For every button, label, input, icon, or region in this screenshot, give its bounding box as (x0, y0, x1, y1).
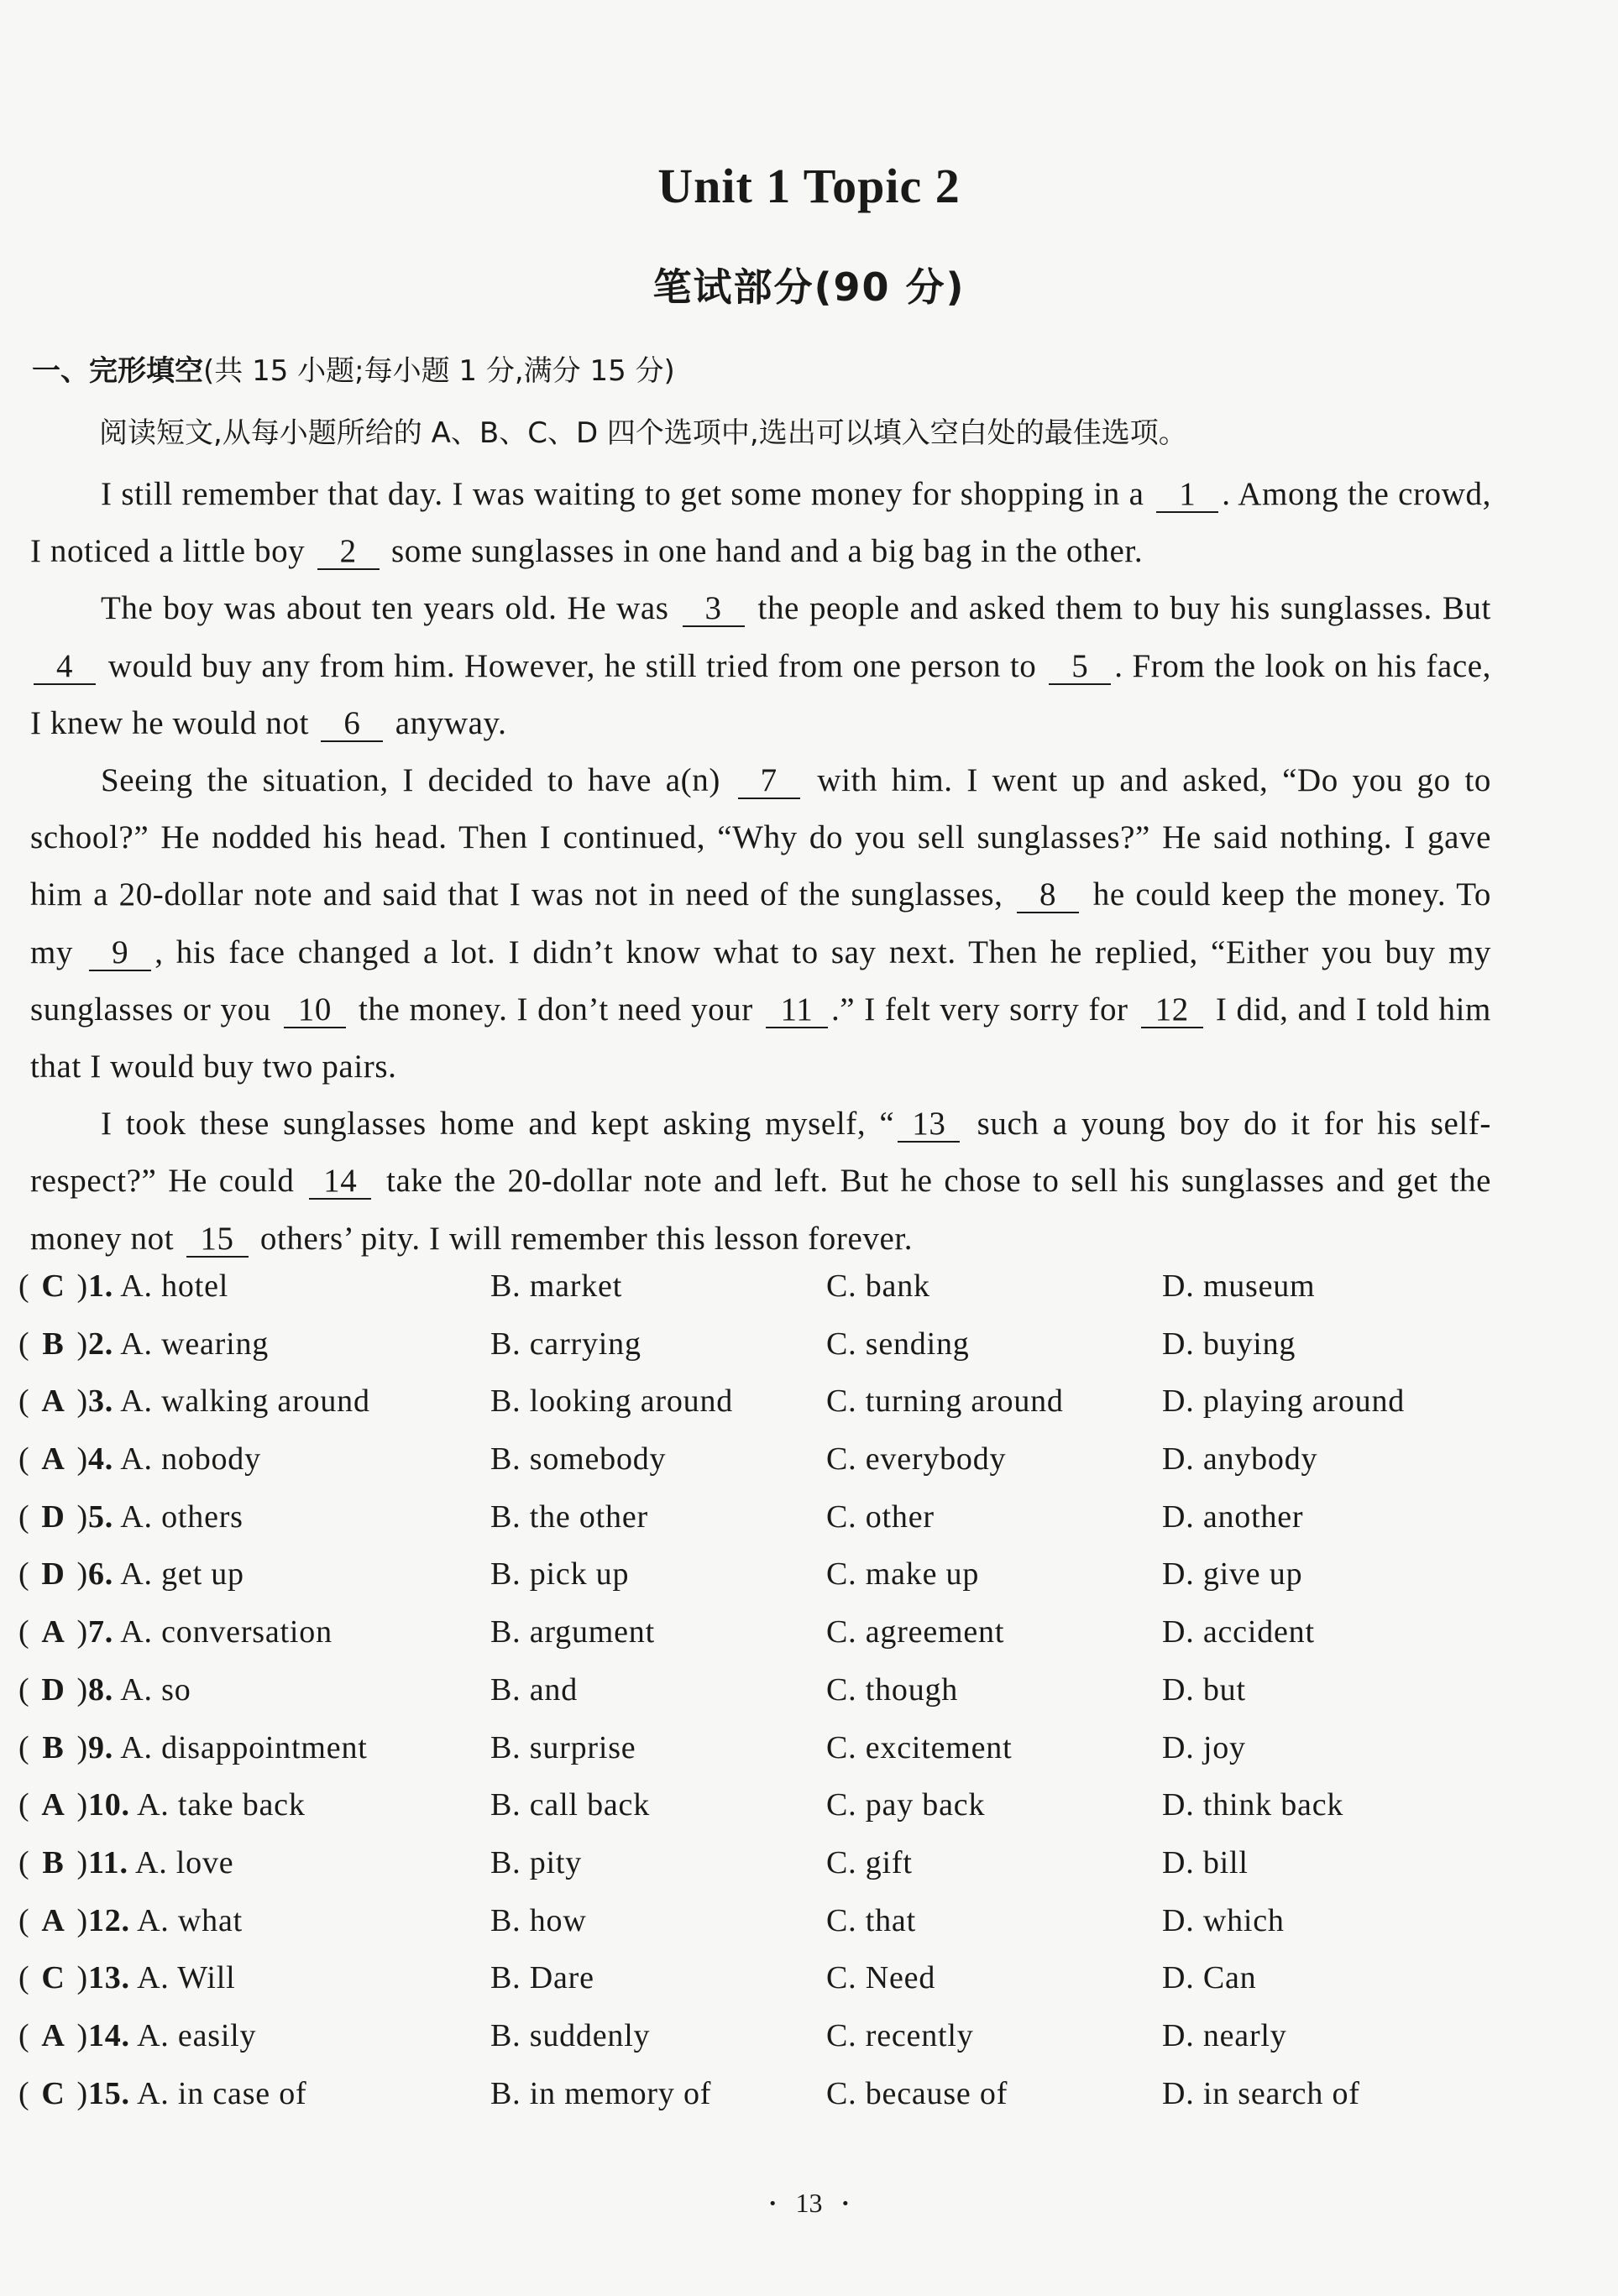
answer-cell: ( A )12. A. what (18, 1902, 243, 1938)
question-row (18, 1547, 1496, 1605)
option-b: B. in memory of (490, 2075, 712, 2111)
question-row (18, 1951, 1496, 2009)
passage-text: such a young boy do it for his self-respect?” He could (30, 1106, 1491, 1200)
question-number: 12. (87, 1902, 130, 1938)
option-b: B. surprise (490, 1729, 636, 1765)
option-c: C. everybody (826, 1441, 1007, 1477)
option-b: B. somebody (490, 1441, 667, 1477)
option-c: C. excitement (826, 1729, 1013, 1765)
question-row (18, 1259, 1496, 1317)
answer-cell: ( B )11. A. love (18, 1844, 234, 1880)
answer-letter: B (42, 1729, 65, 1765)
question-number: 10. (87, 1787, 130, 1823)
option-d: D. but (1162, 1671, 1246, 1708)
question-row (18, 1317, 1496, 1375)
option-a: A. what (137, 1902, 243, 1938)
section-heading (32, 348, 675, 389)
passage-text: others’ pity. I will remember this lesson forever. (259, 1220, 914, 1257)
option-a: A. wearing (120, 1326, 270, 1362)
question-number: 2. (87, 1326, 114, 1362)
blank-15: 15 (186, 1222, 249, 1258)
question-row (18, 1374, 1496, 1432)
passage-text: , his face changed a lot. I didn’t know what to say next. Then he replied, “Either you buy my sunglasses or you (30, 934, 1491, 1028)
page-footer (0, 2188, 1618, 2219)
answer-cell: ( B )9. A. disappointment (18, 1729, 368, 1765)
answer-cell: ( A )3. A. walking around (18, 1383, 370, 1420)
option-b: B. Dare (490, 1960, 594, 1996)
question-number: 4. (87, 1441, 114, 1477)
answer-cell: ( C )1. A. hotel (18, 1268, 229, 1304)
option-a: A. walking around (120, 1383, 370, 1420)
blank-5: 5 (1049, 650, 1111, 685)
passage-paragraph (30, 752, 1491, 1096)
question-row (18, 2009, 1496, 2067)
option-d: D. in search of (1162, 2075, 1360, 2111)
option-d: D. nearly (1162, 2017, 1287, 2053)
passage-text: the people and asked them to buy his sunglasses. But (757, 590, 1491, 627)
page-title: Unit 1 Topic 2 (657, 159, 961, 213)
answer-letter: A (41, 1383, 65, 1420)
passage-text: with him. I went up and asked, “Do you go to school?” He nodded his head. Then I continued, “Why do you sell sunglasses?” He said nothing. I gave him a 20-dollar note and said that I was not in need of the sunglasses, (30, 762, 1491, 913)
option-a: A. disappointment (120, 1729, 368, 1765)
question-row (18, 1836, 1496, 1894)
answer-letter: D (41, 1498, 65, 1535)
answer-cell: ( A )10. A. take back (18, 1787, 306, 1823)
answer-cell: ( A )7. A. conversation (18, 1614, 333, 1650)
option-c: C. gift (826, 1844, 913, 1880)
blank-6: 6 (321, 707, 383, 742)
question-number: 9. (87, 1729, 114, 1765)
question-number: 5. (87, 1498, 114, 1535)
answer-letter: A (41, 1787, 65, 1823)
option-c: C. other (826, 1498, 935, 1535)
passage-text: I did, and I told him that I would buy two pairs. (30, 991, 1491, 1085)
question-row (18, 1490, 1496, 1548)
option-c: C. though (826, 1671, 959, 1708)
answer-cell: ( D )8. A. so (18, 1671, 191, 1708)
footer-dot-left: · (767, 2188, 778, 2218)
passage-text: I took these sunglasses home and kept asking myself, “ (101, 1106, 895, 1143)
answer-letter: A (41, 1902, 65, 1938)
option-b: B. call back (490, 1787, 651, 1823)
option-a: A. Will (137, 1960, 236, 1996)
option-c: C. bank (826, 1268, 930, 1304)
section-heading-meta: (共 15 小题;每小题 1 分,满分 15 分) (203, 354, 675, 388)
option-a: A. hotel (120, 1268, 229, 1304)
passage-text: take the 20-dollar note and left. But he chose to sell his sunglasses and get the money not (30, 1163, 1491, 1257)
option-c: C. that (826, 1902, 916, 1938)
option-a: A. easily (137, 2017, 257, 2053)
blank-1: 1 (1156, 478, 1218, 513)
option-d: D. give up (1162, 1556, 1303, 1593)
question-row (18, 1605, 1496, 1663)
answer-letter: A (41, 2017, 65, 2053)
option-a: A. get up (120, 1556, 244, 1593)
question-row (18, 1778, 1496, 1836)
answer-letter: A (41, 1441, 65, 1477)
question-number: 15. (87, 2075, 130, 2111)
option-a: A. take back (137, 1787, 306, 1823)
option-b: B. the other (490, 1498, 648, 1535)
option-b: B. pick up (490, 1556, 630, 1593)
question-row (18, 1721, 1496, 1779)
option-d: D. joy (1162, 1729, 1246, 1765)
answer-cell: ( D )6. A. get up (18, 1556, 244, 1593)
option-d: D. Can (1162, 1960, 1257, 1996)
option-c: C. Need (826, 1960, 936, 1996)
option-a: A. others (120, 1498, 243, 1535)
option-a: A. conversation (120, 1614, 333, 1650)
option-c: C. agreement (826, 1614, 1005, 1650)
option-a: A. so (120, 1671, 191, 1708)
answer-letter: D (41, 1671, 65, 1708)
passage-text: some sunglasses in one hand and a big bag in the other. (391, 533, 1144, 570)
option-d: D. which (1162, 1902, 1285, 1938)
question-number: 8. (87, 1671, 114, 1708)
passage-text: .” I felt very sorry for (830, 991, 1128, 1028)
option-d: D. bill (1162, 1844, 1249, 1880)
section-heading-label: 一、完形填空 (32, 354, 203, 388)
blank-14: 14 (309, 1164, 371, 1200)
blank-12: 12 (1141, 993, 1203, 1028)
question-row (18, 1894, 1496, 1952)
option-d: D. museum (1162, 1268, 1316, 1304)
option-a: A. love (134, 1844, 234, 1880)
answer-cell: ( B )2. A. wearing (18, 1326, 270, 1362)
option-c: C. turning around (826, 1383, 1064, 1420)
option-d: D. accident (1162, 1614, 1315, 1650)
page-number: 13 (795, 2188, 823, 2218)
passage (30, 466, 1491, 1268)
passage-text: . From the look on his face, I knew he would not (30, 647, 1491, 741)
blank-3: 3 (683, 592, 745, 627)
passage-text: anyway. (395, 704, 507, 741)
blank-2: 2 (317, 535, 380, 570)
passage-text: Seeing the situation, I decided to have a(n) (101, 762, 720, 799)
answer-letter: D (41, 1556, 65, 1593)
option-b: B. and (490, 1671, 579, 1708)
answer-letter: C (41, 1960, 65, 1996)
section-instruction: 阅读短文,从每小题所给的 A、B、C、D 四个选项中,选出可以填入空白处的最佳选项。 (99, 416, 1187, 450)
option-d: D. another (1162, 1498, 1304, 1535)
passage-text: the money. I don’t need your (358, 991, 753, 1028)
answer-cell: ( A )14. A. easily (18, 2017, 257, 2053)
passage-paragraph (30, 1096, 1491, 1268)
option-b: B. argument (490, 1614, 655, 1650)
answer-cell: ( C )13. A. Will (18, 1960, 236, 1996)
answer-letter: B (42, 1326, 65, 1362)
passage-paragraph (30, 466, 1491, 580)
option-a: A. in case of (137, 2075, 307, 2111)
option-d: D. anybody (1162, 1441, 1318, 1477)
blank-8: 8 (1017, 878, 1079, 913)
option-b: B. market (490, 1268, 623, 1304)
blank-9: 9 (89, 936, 151, 971)
question-number: 1. (87, 1268, 114, 1304)
question-options-list (18, 1259, 1496, 2124)
blank-7: 7 (738, 764, 800, 799)
option-c: C. pay back (826, 1787, 986, 1823)
answer-cell: ( A )4. A. nobody (18, 1441, 261, 1477)
passage-text: The boy was about ten years old. He was (101, 590, 669, 627)
question-number: 13. (87, 1960, 130, 1996)
option-c: C. sending (826, 1326, 970, 1362)
question-number: 14. (87, 2017, 130, 2053)
answer-cell: ( D )5. A. others (18, 1498, 243, 1535)
passage-paragraph (30, 580, 1491, 752)
option-c: C. recently (826, 2017, 974, 2053)
blank-13: 13 (898, 1107, 960, 1143)
answer-letter: A (41, 1614, 65, 1650)
question-number: 7. (87, 1614, 114, 1650)
blank-11: 11 (766, 993, 828, 1028)
option-d: D. buying (1162, 1326, 1296, 1362)
option-a: A. nobody (120, 1441, 261, 1477)
blank-4: 4 (34, 650, 96, 685)
question-row (18, 1432, 1496, 1490)
option-b: B. carrying (490, 1326, 641, 1362)
answer-letter: B (42, 1844, 65, 1880)
question-number: 11. (87, 1844, 128, 1880)
footer-dot-right: · (840, 2188, 851, 2218)
page-subtitle: 笔试部分(90 分) (652, 264, 966, 310)
question-number: 6. (87, 1556, 114, 1593)
question-row (18, 1663, 1496, 1721)
passage-text: would buy any from him. However, he still tried from one person to (107, 647, 1037, 684)
option-c: C. make up (826, 1556, 980, 1593)
answer-cell: ( C )15. A. in case of (18, 2075, 307, 2111)
option-d: D. think back (1162, 1787, 1344, 1823)
passage-text: he could keep the money. To my (30, 876, 1491, 970)
passage-text: . Among the crowd, I noticed a little boy (30, 476, 1491, 570)
option-b: B. how (490, 1902, 587, 1938)
option-d: D. playing around (1162, 1383, 1406, 1420)
answer-letter: C (41, 2075, 65, 2111)
option-c: C. because of (826, 2075, 1008, 2111)
question-row (18, 2067, 1496, 2125)
question-number: 3. (87, 1383, 114, 1420)
answer-letter: C (41, 1268, 65, 1304)
option-b: B. pity (490, 1844, 583, 1880)
option-b: B. suddenly (490, 2017, 651, 2053)
passage-text: I still remember that day. I was waiting to get some money for shopping in a (101, 476, 1144, 512)
blank-10: 10 (284, 993, 346, 1028)
option-b: B. looking around (490, 1383, 734, 1420)
